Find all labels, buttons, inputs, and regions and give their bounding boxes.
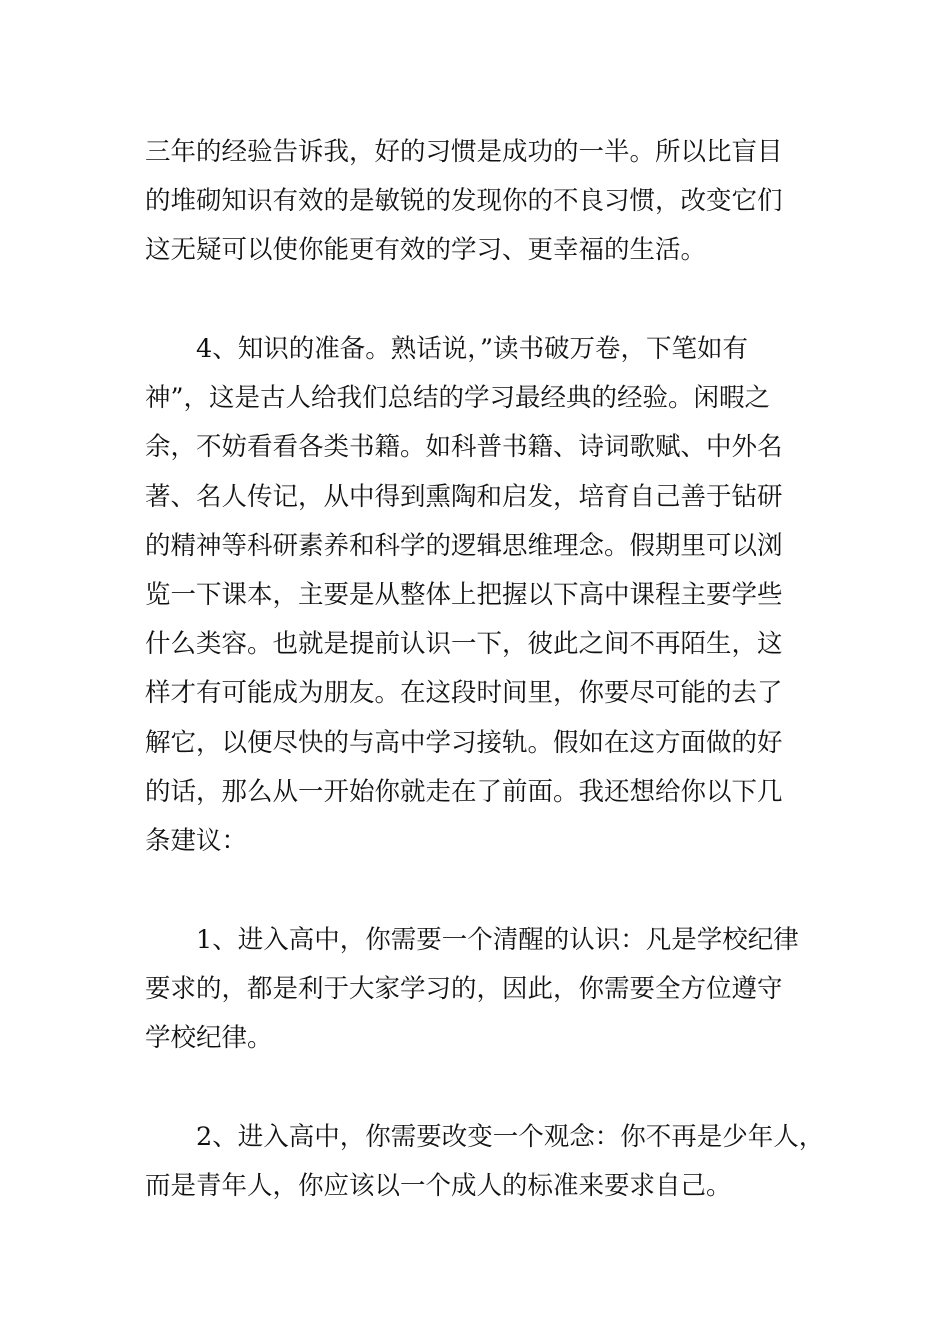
text-line: 条建议： [145,825,248,856]
paragraph-spacer [145,1063,835,1113]
text-line: 1、进入高中，你需要一个清醒的认识：凡是学校纪律 [145,924,799,955]
text-line: 要求的，都是利于大家学习的，因此，你需要全方位遵守 [145,973,783,1004]
paragraph-suggestion-2 [145,1113,835,1211]
text-line: 著、名人传记，从中得到熏陶和启发，培育自己善于钻研 [145,481,783,512]
text-line: 学校纪律。 [145,1023,273,1053]
paragraph-habits [145,128,835,276]
text-line: 览一下课本，主要是从整体上把握以下高中课程主要学些 [145,580,783,610]
text-line: 样才有可能成为朋友。在这段时间里，你要尽可能的去了 [145,678,783,709]
text-line: 而是青年人，你应该以一个成人的标准来要求自己。 [145,1170,732,1201]
paragraph-spacer [145,276,835,326]
text-line: 这无疑可以使你能更有效的学习、更幸福的生活。 [145,235,707,266]
paragraph-spacer [145,866,835,916]
text-line: 的话，那么从一开始你就走在了前面。我还想给你以下几 [145,776,783,807]
text-line: 解它，以便尽快的与高中学习接轨。假如在这方面做的好 [145,727,783,758]
text-line: 2、进入高中，你需要改变一个观念：你不再是少年人， [145,1121,825,1152]
text-line: 的堆砌知识有效的是敏锐的发现你的不良习惯，改变它们 [145,186,783,217]
text-line: 什么类容。也就是提前认识一下，彼此之间不再陌生，这 [145,629,783,660]
document-body [145,128,835,1211]
paragraph-suggestion-1 [145,916,835,1064]
paragraph-knowledge-preparation [145,325,835,866]
text-line: 4、知识的准备。熟话说，”读书破万卷，下笔如有 [145,334,749,365]
text-line: 三年的经验告诉我，好的习惯是成功的一半。所以比盲目 [145,137,783,167]
text-line: 余，不妨看看各类书籍。如科普书籍、诗词歌赋、中外名 [145,432,783,463]
text-line: 神”，这是古人给我们总结的学习最经典的经验。闲暇之 [145,383,771,414]
text-line: 的精神等科研素养和科学的逻辑思维理念。假期里可以浏 [145,530,783,561]
